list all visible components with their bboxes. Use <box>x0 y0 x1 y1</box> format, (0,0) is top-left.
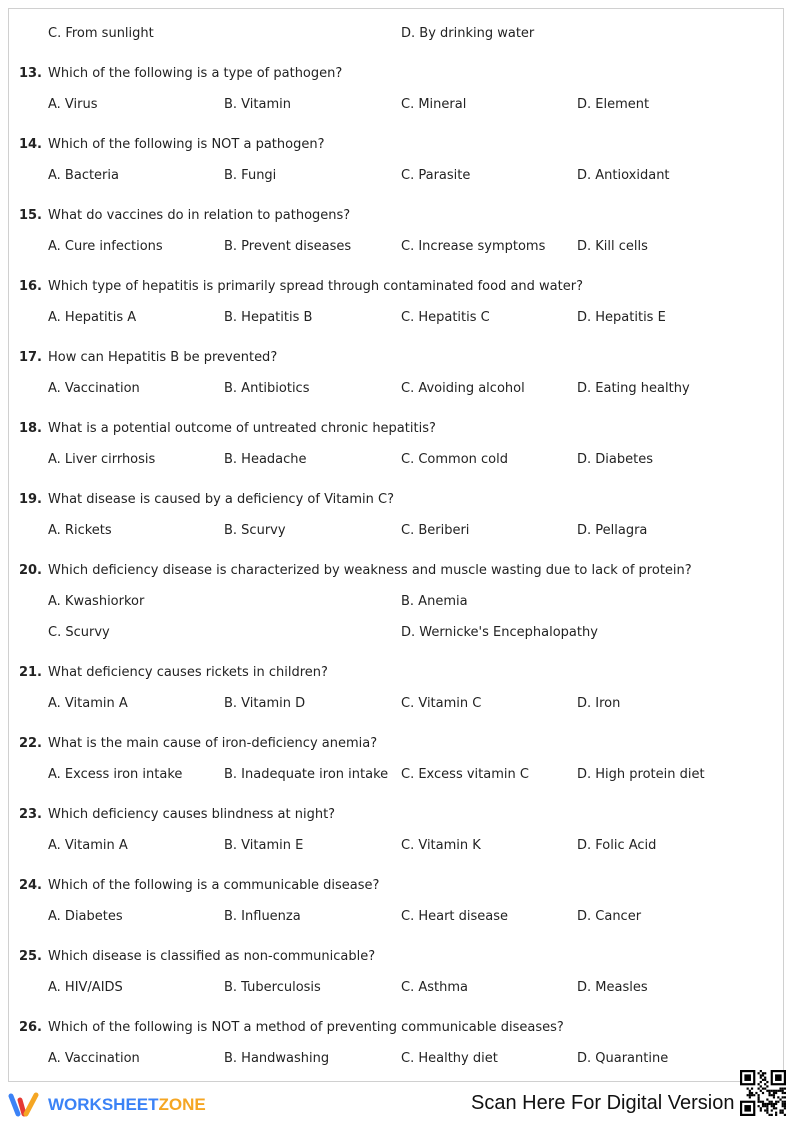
option: B. Vitamin <box>224 97 291 112</box>
question-text: Which deficiency disease is characterized by weakness and muscle wasting due to lack of protein? <box>48 563 692 578</box>
question-22 <box>9 728 783 790</box>
option: B. Scurvy <box>224 523 286 538</box>
question-26 <box>9 1012 783 1074</box>
option: D. Element <box>577 97 650 112</box>
option: A. Excess iron intake <box>48 767 183 782</box>
option: A. Vitamin A <box>48 838 128 853</box>
question-text: Which disease is classified as non-communicable? <box>48 949 376 964</box>
option: A. Kwashiorkor <box>48 594 145 609</box>
question-number: 23. <box>18 807 42 822</box>
option: C. Vitamin C <box>401 696 482 711</box>
question-text: How can Hepatitis B be prevented? <box>48 350 278 365</box>
question-number: 21. <box>18 665 42 680</box>
question-14 <box>9 129 783 191</box>
question-16 <box>9 271 783 333</box>
question-number: 13. <box>18 66 42 81</box>
options-row <box>9 688 783 719</box>
option: C. Parasite <box>401 168 471 183</box>
option: C. Healthy diet <box>401 1051 498 1066</box>
option: B. Antibiotics <box>224 381 310 396</box>
option: C. Scurvy <box>48 625 110 640</box>
question-number: 20. <box>18 563 42 578</box>
option: D. Folic Acid <box>577 838 657 853</box>
options-row <box>9 586 783 617</box>
options-row <box>9 160 783 191</box>
option: A. Cure infections <box>48 239 163 254</box>
option: A. Virus <box>48 97 98 112</box>
question-text: What do vaccines do in relation to pathogens? <box>48 208 351 223</box>
option: A. Diabetes <box>48 909 123 924</box>
option: B. Fungi <box>224 168 277 183</box>
question-number: 26. <box>18 1020 42 1035</box>
options-row <box>9 444 783 475</box>
option: B. Anemia <box>401 594 468 609</box>
question-text: Which type of hepatitis is primarily spread through contaminated food and water? <box>48 279 583 294</box>
option: C. Asthma <box>401 980 468 995</box>
option: C. Excess vitamin C <box>401 767 529 782</box>
question-number: 14. <box>18 137 42 152</box>
options-row <box>9 373 783 404</box>
question-text: Which of the following is a communicable disease? <box>48 878 380 893</box>
option: C. Vitamin K <box>401 838 481 853</box>
option: A. Vitamin A <box>48 696 128 711</box>
option: D. Kill cells <box>577 239 648 254</box>
option: B. Handwashing <box>224 1051 330 1066</box>
options-row <box>9 972 783 1003</box>
option: D. Cancer <box>577 909 642 924</box>
option: D. Eating healthy <box>577 381 690 396</box>
options-row <box>9 759 783 790</box>
question-text: Which deficiency causes blindness at night? <box>48 807 336 822</box>
option: C. Mineral <box>401 97 467 112</box>
question-number: 19. <box>18 492 42 507</box>
options-row <box>9 617 783 648</box>
qr-code-icon[interactable] <box>740 1070 786 1116</box>
option: C. Avoiding alcohol <box>401 381 525 396</box>
worksheet <box>8 8 784 1082</box>
option: C. Increase symptoms <box>401 239 546 254</box>
option: D. Iron <box>577 696 621 711</box>
question-15 <box>9 200 783 262</box>
option: B. Tuberculosis <box>224 980 321 995</box>
question-number: 22. <box>18 736 42 751</box>
question-21 <box>9 657 783 719</box>
options-row <box>9 231 783 262</box>
options-row <box>9 830 783 861</box>
question-text: Which of the following is NOT a method of preventing communicable diseases? <box>48 1020 564 1035</box>
options-row <box>9 1043 783 1074</box>
option: A. HIV/AIDS <box>48 980 123 995</box>
question-number: 24. <box>18 878 42 893</box>
question-number: 16. <box>18 279 42 294</box>
option: C. Hepatitis C <box>401 310 490 325</box>
option: D. Antioxidant <box>577 168 670 183</box>
option: D. Hepatitis E <box>577 310 666 325</box>
brand-name-b: ZONE <box>158 1095 206 1114</box>
option: D. Measles <box>577 980 648 995</box>
question-text: What is a potential outcome of untreated chronic hepatitis? <box>48 421 436 436</box>
option: C. Beriberi <box>401 523 470 538</box>
option: D. Wernicke's Encephalopathy <box>401 625 598 640</box>
question-17 <box>9 342 783 404</box>
question-number: 15. <box>18 208 42 223</box>
question-13 <box>9 58 783 120</box>
options-row <box>9 515 783 546</box>
option: B. Vitamin D <box>224 696 306 711</box>
option: A. Bacteria <box>48 168 119 183</box>
question-text: Which of the following is a type of pathogen? <box>48 66 343 81</box>
option: D. Pellagra <box>577 523 648 538</box>
question-text: What is the main cause of iron-deficiency anemia? <box>48 736 378 751</box>
question-text: Which of the following is NOT a pathogen? <box>48 137 325 152</box>
worksheetzone-logo <box>8 1092 206 1118</box>
options-row <box>9 302 783 333</box>
option: C. From sunlight <box>48 26 154 41</box>
question-text: What deficiency causes rickets in children? <box>48 665 328 680</box>
option: C. Common cold <box>401 452 508 467</box>
logo-icon <box>8 1092 42 1118</box>
option: A. Vaccination <box>48 1051 140 1066</box>
option: A. Vaccination <box>48 381 140 396</box>
option: D. Quarantine <box>577 1051 669 1066</box>
question-number: 25. <box>18 949 42 964</box>
lead-options <box>9 18 783 49</box>
option: C. Heart disease <box>401 909 509 924</box>
option: B. Headache <box>224 452 307 467</box>
option: B. Influenza <box>224 909 301 924</box>
option: A. Liver cirrhosis <box>48 452 156 467</box>
option: A. Rickets <box>48 523 112 538</box>
question-20 <box>9 555 783 648</box>
brand-name-a: WORKSHEET <box>48 1095 159 1114</box>
question-25 <box>9 941 783 1003</box>
option: D. By drinking water <box>401 26 535 41</box>
option: B. Prevent diseases <box>224 239 352 254</box>
question-23 <box>9 799 783 861</box>
option: B. Vitamin E <box>224 838 304 853</box>
question-number: 17. <box>18 350 42 365</box>
options-row <box>9 901 783 932</box>
footer <box>0 1084 793 1122</box>
options-row <box>9 89 783 120</box>
option: D. Diabetes <box>577 452 653 467</box>
option: A. Hepatitis A <box>48 310 137 325</box>
option: B. Inadequate iron intake <box>224 767 389 782</box>
question-24 <box>9 870 783 932</box>
question-18 <box>9 413 783 475</box>
scan-text: Scan Here For Digital Version <box>471 1092 735 1114</box>
question-19 <box>9 484 783 546</box>
option: B. Hepatitis B <box>224 310 313 325</box>
question-text: What disease is caused by a deficiency of Vitamin C? <box>48 492 394 507</box>
option: D. High protein diet <box>577 767 705 782</box>
question-number: 18. <box>18 421 42 436</box>
